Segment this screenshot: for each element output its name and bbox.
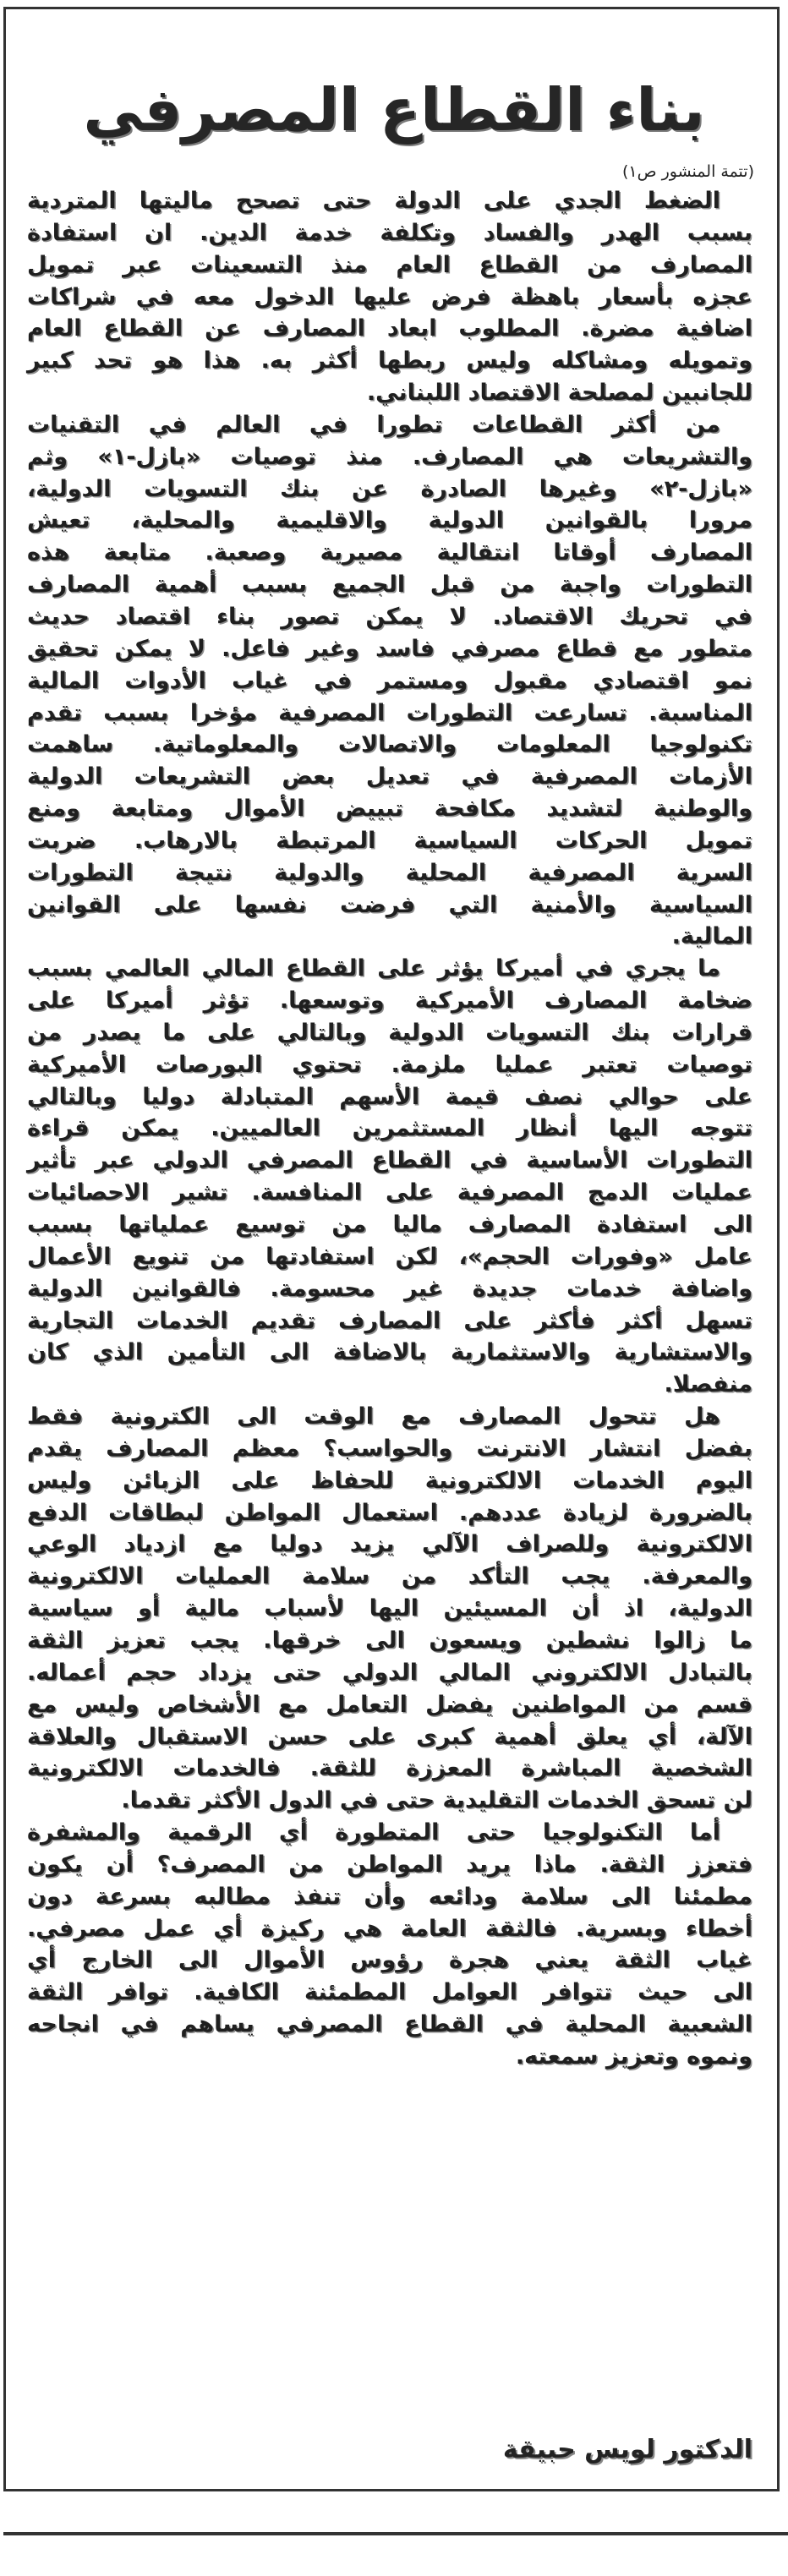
paragraph-line: في تحريك الاقتصاد. لا يمكن تصور بناء اقتصاد حديث xyxy=(27,603,752,630)
paragraph-line: المناسبة. تسارعت التطورات المصرفية مؤخرا بسبب تقدم xyxy=(27,699,752,726)
paragraph-line: والتشريعات هي المصارف. منذ توصيات «بازل-١» وثم xyxy=(27,443,752,470)
paragraph-line: الى حيث تتوافر العوامل المطمئنة الكافية. توافر الثقة xyxy=(27,1979,752,2006)
paragraph-line: تسهل أكثر فأكثر على المصارف تقديم الخدمات التجارية xyxy=(27,1307,752,1334)
paragraph-line: مطمئنا الى سلامة ودائعه وأن تنفذ مطالبه بسرعة دون xyxy=(27,1883,752,1910)
paragraph-line: الآلة، أي يعلق أهمية كبرى على حسن الاستقبال والعلاقة xyxy=(27,1723,752,1750)
paragraph-line: والمعرفة. يجب التأكد من سلامة العمليات الالكترونية xyxy=(27,1563,752,1590)
paragraph-line: «بازل-٢» وغيرها الصادرة عن بنك التسويات الدولية، xyxy=(27,475,752,502)
paragraph-line: لن تسحق الخدمات التقليدية حتى في الدول الأكثر تقدما. xyxy=(121,1787,752,1814)
paragraph-line: وتمويله ومشاكله وليس ربطها أكثر به. هذا هو تحد كبير xyxy=(27,347,752,375)
paragraph-line: هل تتحول المصارف مع الوقت الى الكترونية فقط xyxy=(27,1403,720,1430)
paragraph-line: عامل «وفورات الحجم»، لكن استفادتها من تنويع الأعمال xyxy=(27,1243,752,1270)
paragraph-line: المصارف أوقاتا انتقالية مصيرية وصعبة. متابعة هذه xyxy=(27,539,752,566)
paragraph-line: المصارف من القطاع العام منذ التسعينات عبر تمويل xyxy=(27,251,752,278)
paragraph-line: ما زالوا نشطين ويسعون الى خرقها. يجب تعزيز الثقة xyxy=(27,1627,752,1654)
paragraph-line: توصيات تعتبر عمليا ملزمة. تحتوي البورصات الأميركية xyxy=(27,1051,752,1078)
paragraph-line: والوطنية لتشديد مكافحة تبييض الأموال ومتابعة ومنع xyxy=(27,796,752,823)
paragraph-line: ما يجري في أميركا يؤثر على القطاع المالي العالمي بسبب xyxy=(27,955,720,982)
paragraph-line: التطورات الأساسية في القطاع المصرفي الدولي عبر تأثير xyxy=(27,1147,752,1174)
paragraph-line: تكنولوجيا المعلومات والاتصالات والمعلوماتية. ساهمت xyxy=(27,731,752,758)
paragraph-line: ضخامة المصارف الأميركية وتوسعها. تؤثر أميركا على xyxy=(27,987,752,1015)
paragraph-line: تتوجه اليها أنظار المستثمرين العالميين. يمكن قراءة xyxy=(27,1115,752,1142)
article-body xyxy=(27,185,752,2073)
paragraph-line: والاستشارية والاستثمارية بالاضافة الى التأمين الذي كان xyxy=(27,1339,752,1366)
paragraph-line: اليوم الخدمات الالكترونية للحفاظ على الزبائن وليس xyxy=(27,1467,752,1494)
paragraph-line: الأزمات المصرفية في تعديل بعض التشريعات الدولية xyxy=(27,763,752,790)
paragraph-line: بسبب الهدر والفساد وتكلفة خدمة الدين. ان استفادة xyxy=(27,219,752,246)
paragraph-line: الشخصية المباشرة المعززة للثقة. فالخدمات الالكترونية xyxy=(27,1755,752,1782)
paragraph-line: مرورا بالقوانين الدولية والاقليمية والمحلية، تعيش xyxy=(27,507,752,534)
paragraph-line: السياسية والأمنية التي فرضت نفسها على القوانين xyxy=(27,891,752,918)
paragraph-line: قرارات بنك التسويات الدولية وبالتالي على ما يصدر من xyxy=(27,1019,752,1046)
paragraph-line: الى استفادة المصارف ماليا من توسيع عملياتها بسبب xyxy=(27,1211,752,1238)
paragraph-line: من أكثر القطاعات تطورا في العالم في التقنيات xyxy=(27,411,720,438)
bottom-rule-divider xyxy=(3,2532,788,2535)
paragraph-line: قسم من المواطنين يفضل التعامل مع الأشخاص وليس مع xyxy=(27,1691,752,1718)
paragraph-line: متطور مع قطاع مصرفي فاسد وغير فاعل. لا يمكن تحقيق xyxy=(27,635,752,662)
paragraph-line: على حوالي نصف قيمة الأسهم المتبادلة دوليا وبالتالي xyxy=(27,1083,752,1110)
paragraph-line: بالتبادل الالكتروني المالي الدولي حتى يزداد حجم أعماله. xyxy=(27,1659,752,1686)
paragraph-line: بفضل انتشار الانترنت والحواسب؟ معظم المصارف يقدم xyxy=(27,1435,752,1462)
paragraph-line: فتعزز الثقة. ماذا يريد المواطن من المصرف؟ أن يكون xyxy=(27,1851,752,1878)
article-paragraph xyxy=(27,1401,752,1817)
paragraph-line: عمليات الدمج المصرفية على المنافسة. تشير الاحصائيات xyxy=(27,1179,752,1206)
continuation-note: (تتمة المنشور ص١) xyxy=(621,162,754,181)
paragraph-line: للجانبين لمصلحة الاقتصاد اللبناني. xyxy=(366,380,752,407)
paragraph-line: الدولية، اذ أن المسيئين اليها لأسباب مالية أو سياسية xyxy=(27,1595,752,1622)
paragraph-line: غياب الثقة يعني هجرة رؤوس الأموال الى الخارج أي xyxy=(27,1947,752,1974)
paragraph-line: عجزه بأسعار باهظة فرض عليها الدخول معه في شراكات xyxy=(27,283,752,310)
paragraph-line: أخطاء وبسرية. فالثقة العامة هي ركيزة أي عمل مصرفي. xyxy=(27,1915,752,1942)
paragraph-line: أما التكنولوجيا حتى المتطورة أي الرقمية والمشفرة xyxy=(27,1819,720,1846)
paragraph-line: الشعبية المحلية في القطاع المصرفي يساهم في انجاحه xyxy=(27,2011,752,2038)
paragraph-line: واضافة خدمات جديدة غير محسومة. فالقوانين الدولية xyxy=(27,1275,752,1302)
paragraph-line: التطورات واجبة من قبل الجميع بسبب أهمية المصارف xyxy=(27,572,752,599)
article-title: بناء القطاع المصرفي xyxy=(83,74,705,145)
paragraph-line: نمو اقتصادي مقبول ومستمر في غياب الأدوات المالية xyxy=(27,667,752,694)
article-paragraph xyxy=(27,1817,752,2073)
article-paragraph xyxy=(27,953,752,1401)
paragraph-line: ونموه وتعزيز سمعته. xyxy=(515,2043,752,2070)
article-paragraph xyxy=(27,185,752,409)
paragraph-line: الضغط الجدي على الدولة حتى تصحح ماليتها المتردية xyxy=(27,188,720,214)
author-signature: الدكتور لويس حبيقة xyxy=(502,2435,752,2464)
paragraph-line: السرية المصرفية المحلية والدولية نتيجة التطورات xyxy=(27,859,752,886)
paragraph-line: الالكترونية وللصراف الآلي يزيد دوليا مع ازدياد الوعي xyxy=(27,1531,752,1558)
paragraph-line: منفصلا. xyxy=(664,1371,752,1398)
paragraph-line: اضافية مضرة. المطلوب ابعاد المصارف عن القطاع العام xyxy=(27,315,752,342)
article-paragraph xyxy=(27,409,752,953)
paragraph-line: المالية. xyxy=(671,923,752,950)
paragraph-line: بالضرورة لزيادة عددهم. استعمال المواطن لبطاقات الدفع xyxy=(27,1499,752,1526)
paragraph-line: تمويل الحركات السياسية المرتبطة بالارهاب. ضربت xyxy=(27,827,752,854)
